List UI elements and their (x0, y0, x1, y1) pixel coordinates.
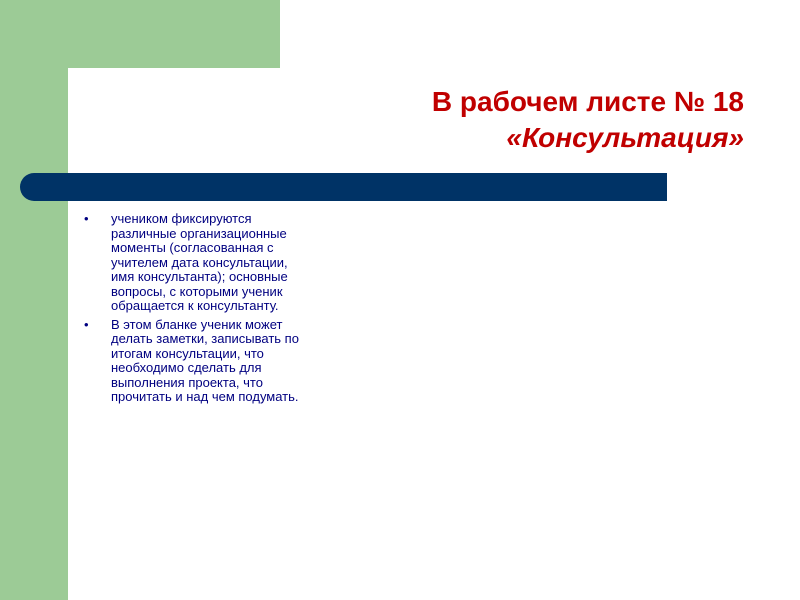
left-accent-strip (0, 0, 68, 600)
title-line-2: «Консультация» (506, 122, 744, 153)
bullet-text: учеником фиксируются различные организационные моменты (согласованная с учителем дата консультации, имя консультанта); основные вопросы, с которыми ученик обращается к консультанту. (111, 211, 288, 313)
bullet-text: В этом бланке ученик может делать заметки, записывать по итогам консультации, что необходимо сделать для выполнения проекта, что прочитать и над чем подумать. (111, 316, 299, 404)
title-line-1: В рабочем листе № 18 (431, 86, 744, 117)
bullet-icon: • (84, 316, 89, 332)
list-item (80, 212, 310, 314)
slide-title (184, 84, 744, 156)
bullet-list (80, 212, 310, 409)
bullet-icon: • (84, 211, 89, 226)
top-accent-block (0, 0, 280, 68)
title-divider-bar (20, 173, 667, 201)
list-item (80, 318, 310, 405)
